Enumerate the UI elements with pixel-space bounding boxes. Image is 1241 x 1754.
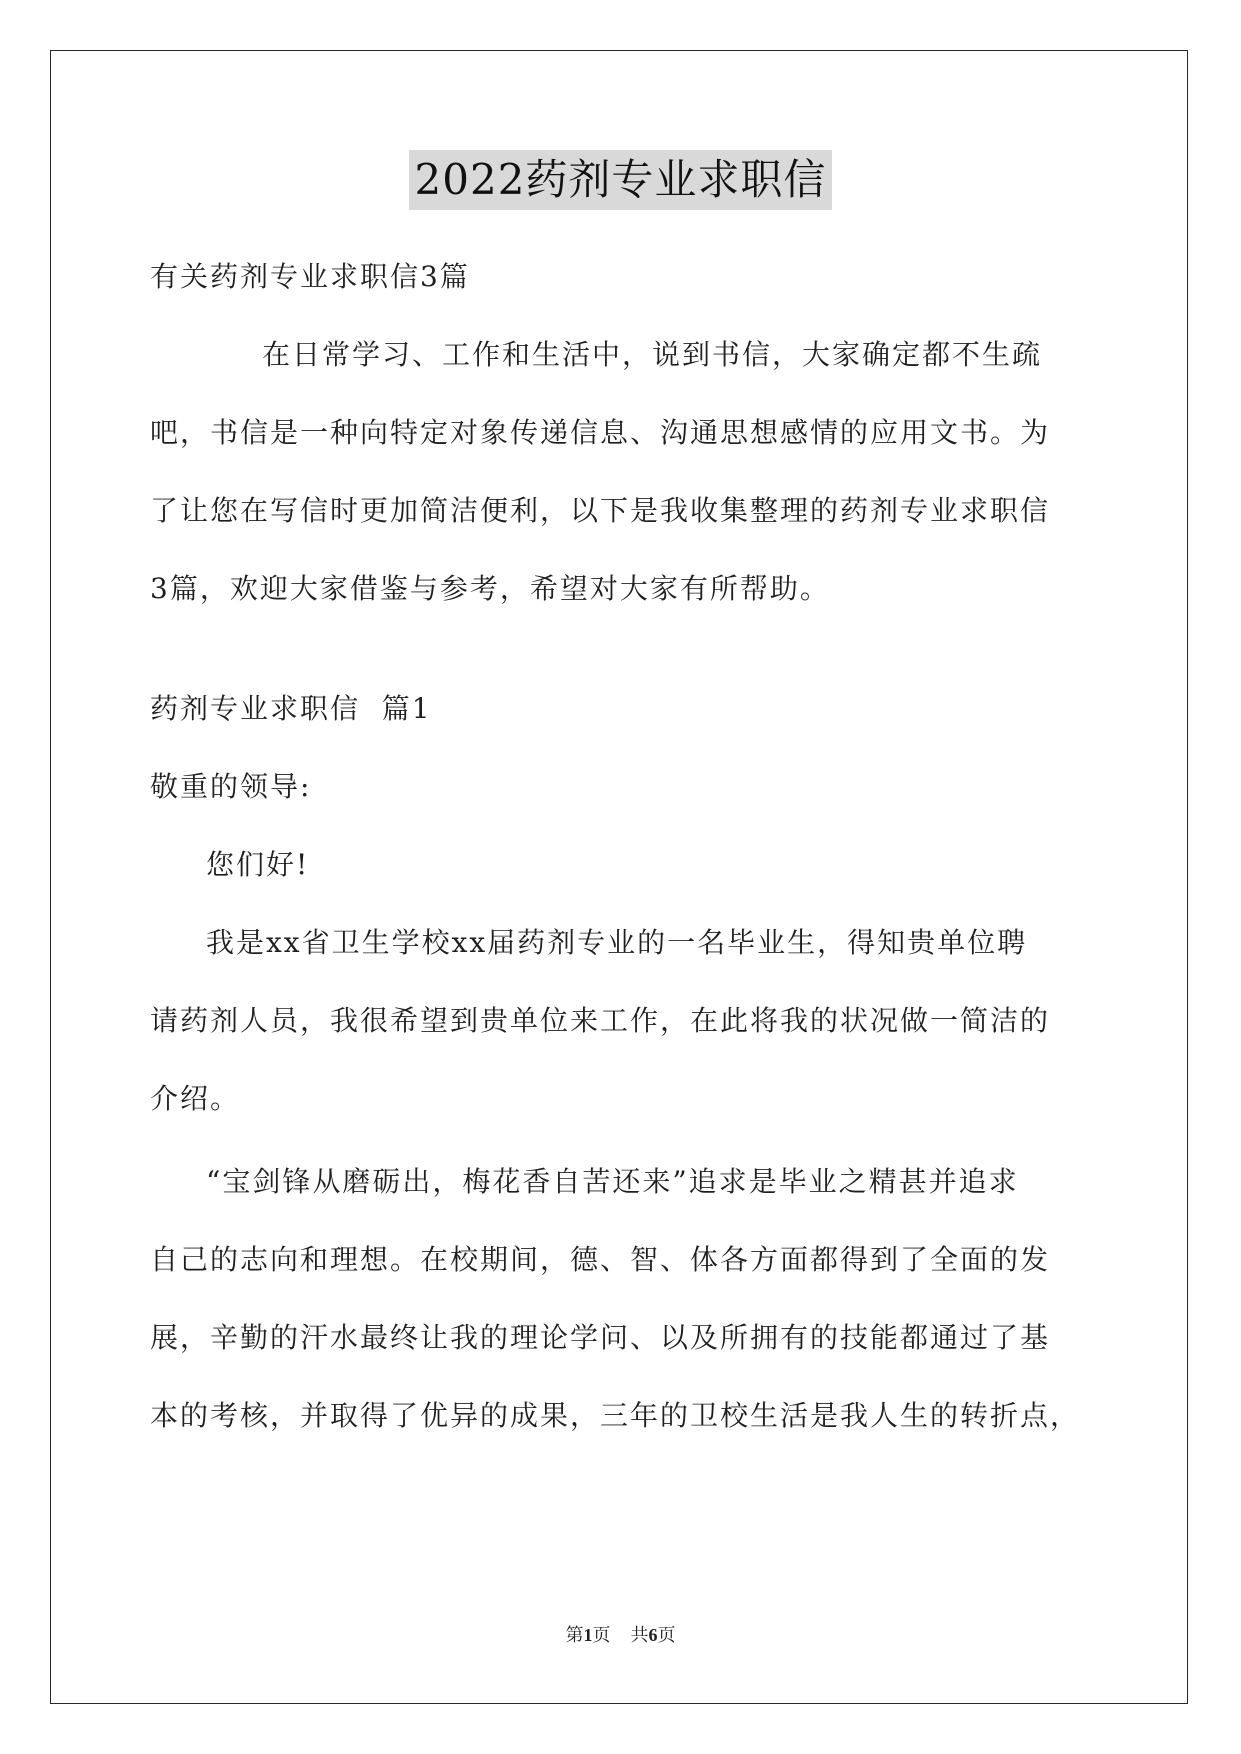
document-title: 2022药剂专业求职信 <box>409 150 833 210</box>
greeting: 您们好! <box>206 848 310 881</box>
document-content <box>150 238 1088 1455</box>
intro-line-1: 在日常学习、工作和生活中，说到书信，大家确定都不生疏 <box>262 338 1043 371</box>
salutation: 敬重的领导: <box>150 770 312 803</box>
paragraph-1-line-2: 请药剂人员，我很希望到贵单位来工作，在此将我的状况做一简洁的 <box>150 1004 1051 1037</box>
footer-total-suffix: 页 <box>657 1625 676 1645</box>
page-footer <box>0 1621 1241 1647</box>
intro-line-4: 3篇，欢迎大家借鉴与参考，希望对大家有所帮助。 <box>150 572 830 605</box>
paragraph-2-line-4: 本的考核，并取得了优异的成果，三年的卫校生活是我人生的转折点， <box>150 1399 1081 1432</box>
intro-line-3: 了让您在写信时更加简洁便利，以下是我收集整理的药剂专业求职信 <box>150 494 1051 527</box>
section-gap <box>150 628 1088 670</box>
footer-page-prefix: 第 <box>565 1625 584 1645</box>
intro-heading: 有关药剂专业求职信3篇 <box>150 260 470 293</box>
title-wrap <box>0 150 1241 210</box>
footer-total-prefix: 共 <box>630 1625 649 1645</box>
paragraph-1-line-3: 介绍。 <box>150 1082 241 1115</box>
footer-page-total: 6 <box>648 1625 658 1645</box>
paragraph-1-line-1: 我是xx省卫生学校xx届药剂专业的一名毕业生，得知贵单位聘 <box>206 926 1028 959</box>
footer-page-current: 1 <box>583 1625 593 1645</box>
intro-line-2: 吧，书信是一种向特定对象传递信息、沟通思想感情的应用文书。为 <box>150 416 1051 449</box>
paragraph-2-line-3: 展，辛勤的汗水最终让我的理论学问、以及所拥有的技能都通过了基 <box>150 1321 1051 1354</box>
section-heading: 药剂专业求职信 篇1 <box>150 692 432 725</box>
paragraph-2-line-1: “宝剑锋从磨砺出，梅花香自苦还来”追求是毕业之精甚并追求 <box>206 1165 1019 1198</box>
paragraph-2-line-2: 自己的志向和理想。在校期间，德、智、体各方面都得到了全面的发 <box>150 1243 1051 1276</box>
footer-page-suffix: 页 <box>592 1625 611 1645</box>
